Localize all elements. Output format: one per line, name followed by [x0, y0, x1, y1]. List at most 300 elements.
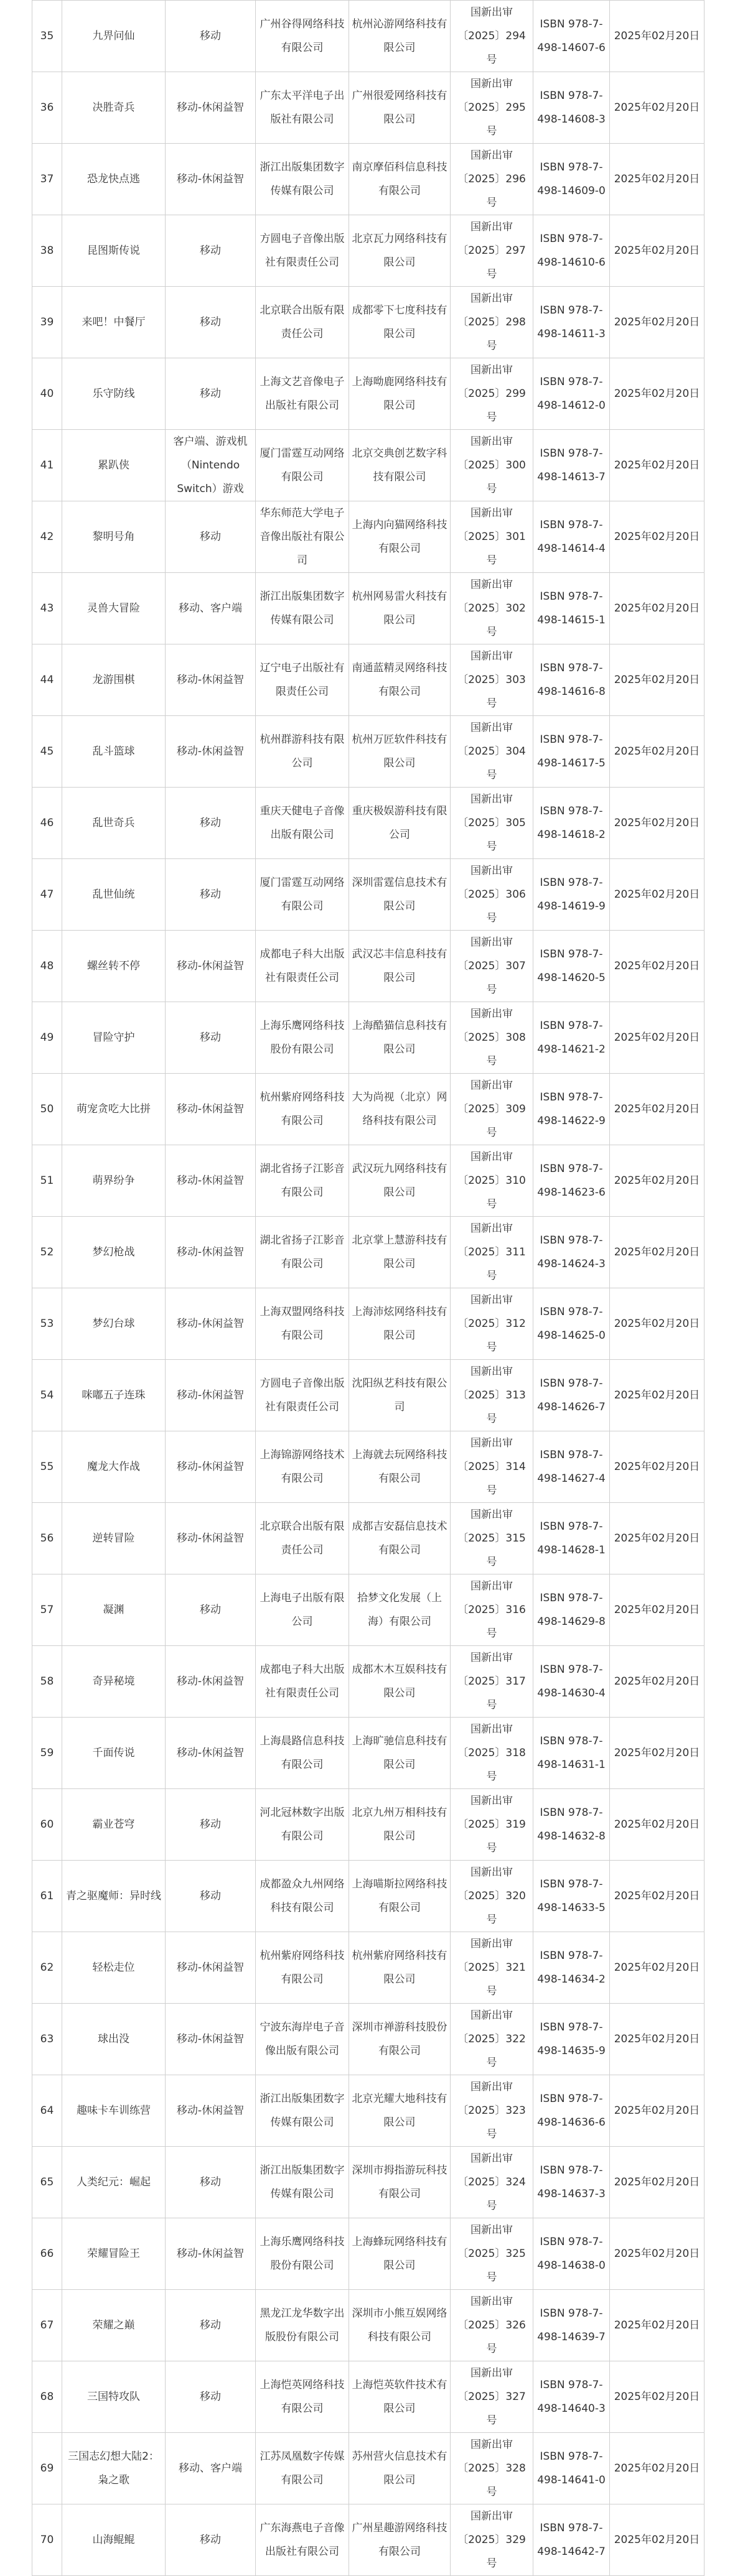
operator-cell — [349, 2218, 451, 2290]
number-cell: 50 — [32, 1074, 62, 1145]
publisher-line: 有限公司 — [281, 1186, 324, 1199]
operator-line: 司 — [394, 1401, 405, 1413]
game-name-cell: 乱斗篮球 — [62, 716, 166, 788]
isbn-line: ISBN 978-7- — [540, 1520, 603, 1533]
date-cell: 2025年02月20日 — [610, 2004, 705, 2075]
publisher-line: 有限公司 — [281, 1973, 324, 1986]
isbn-line: 498-14625-0 — [537, 1329, 606, 1342]
publisher-line: 广东太平洋电子出 — [260, 90, 345, 102]
approval-number-line: 国新出审 — [470, 1652, 513, 1664]
category-cell — [166, 144, 256, 215]
game-name-cell: 梦幻台球 — [62, 1288, 166, 1360]
approval-number-cell — [451, 2361, 533, 2433]
approval-number-line: 国新出审 — [470, 2510, 513, 2523]
game-name-cell: 九畀问仙 — [62, 1, 166, 72]
isbn-cell — [533, 287, 610, 358]
isbn-cell — [533, 2004, 610, 2075]
publisher-cell — [256, 287, 349, 358]
operator-line: 北京交典创艺数字科 — [352, 447, 447, 460]
category-cell — [166, 2075, 256, 2147]
isbn-cell — [533, 2075, 610, 2147]
isbn-line: ISBN 978-7- — [540, 590, 603, 603]
game-name-cell: 魔龙大作战 — [62, 1431, 166, 1503]
publisher-line: 浙江出版集团数字 — [260, 161, 345, 174]
operator-line: 成都吉安磊信息技术 — [352, 1520, 447, 1533]
category-cell — [166, 859, 256, 931]
isbn-line: ISBN 978-7- — [540, 1091, 603, 1104]
publisher-line: 责任公司 — [281, 328, 324, 340]
publisher-cell — [256, 1861, 349, 1932]
publisher-line: 有限公司 — [281, 900, 324, 913]
category-line: 移动-休闲益智 — [176, 1675, 245, 1688]
operator-line: 上海酷猫信息科技有 — [352, 1020, 447, 1032]
approval-number-line: 国新出审 — [470, 364, 513, 376]
game-name-cell: 人类纪元：崛起 — [62, 2147, 166, 2218]
operator-line: 限公司 — [383, 2402, 416, 2415]
number-cell: 69 — [32, 2433, 62, 2504]
isbn-line: 498-14618-2 — [537, 829, 606, 841]
category-line: 移动 — [200, 388, 221, 400]
number-cell: 70 — [32, 2504, 62, 2576]
isbn-line: 498-14616-8 — [537, 686, 606, 698]
isbn-cell — [533, 1145, 610, 1217]
table-row — [32, 788, 705, 859]
isbn-line: ISBN 978-7- — [540, 519, 603, 531]
approval-number-line: 〔2025〕311号 — [457, 1246, 526, 1282]
operator-line: 北京掌上慧游科技有 — [352, 1234, 447, 1247]
isbn-line: 498-14615-1 — [537, 614, 606, 626]
operator-cell — [349, 931, 451, 1002]
approval-number-cell — [451, 1002, 533, 1074]
approval-number-line: 国新出审 — [470, 1222, 513, 1235]
game-name-cell: 龙游围棋 — [62, 644, 166, 716]
isbn-line: ISBN 978-7- — [540, 1163, 603, 1175]
publisher-line: 公司 — [291, 757, 313, 770]
approval-number-cell — [451, 1145, 533, 1217]
game-name-cell: 梦幻枪战 — [62, 1217, 166, 1288]
operator-cell — [349, 287, 451, 358]
operator-line: 限公司 — [383, 2116, 416, 2129]
number-cell: 52 — [32, 1217, 62, 1288]
approval-number-cell — [451, 931, 533, 1002]
publisher-line: 有限公司 — [281, 1115, 324, 1127]
operator-cell — [349, 1932, 451, 2004]
category-cell — [166, 1574, 256, 1646]
isbn-cell — [533, 1789, 610, 1861]
game-name-cell: 轻松走位 — [62, 1932, 166, 2004]
number-cell: 59 — [32, 1718, 62, 1789]
isbn-cell — [533, 2433, 610, 2504]
approval-number-cell — [451, 501, 533, 573]
publisher-line: 像出版有限公司 — [265, 2045, 339, 2057]
operator-cell — [349, 144, 451, 215]
number-cell: 63 — [32, 2004, 62, 2075]
date-cell: 2025年02月20日 — [610, 1646, 705, 1718]
category-line: 移动 — [200, 2176, 221, 2188]
game-name-cell: 螺丝转不停 — [62, 931, 166, 1002]
approval-number-line: 国新出审 — [470, 78, 513, 90]
operator-cell — [349, 72, 451, 144]
isbn-cell — [533, 501, 610, 573]
isbn-line: 498-14617-5 — [537, 757, 606, 770]
isbn-line: 498-14610-6 — [537, 256, 606, 269]
category-line: 移动-休闲益智 — [176, 674, 245, 686]
operator-cell — [349, 501, 451, 573]
number-cell: 51 — [32, 1145, 62, 1217]
category-line: 移动 — [200, 1818, 221, 1831]
isbn-line: 498-14630-4 — [537, 1687, 606, 1700]
number-cell: 49 — [32, 1002, 62, 1074]
approval-number-cell — [451, 1217, 533, 1288]
category-cell — [166, 1932, 256, 2004]
approval-number-line: 〔2025〕301号 — [457, 531, 526, 567]
isbn-line: ISBN 978-7- — [540, 1663, 603, 1676]
operator-cell — [349, 1288, 451, 1360]
approval-number-line: 〔2025〕324号 — [457, 2176, 526, 2212]
game-name-cell: 逆转冒险 — [62, 1503, 166, 1574]
game-name-cell: 累趴侠 — [62, 430, 166, 501]
approval-number-line: 国新出审 — [470, 722, 513, 734]
category-cell — [166, 931, 256, 1002]
approval-number-line: 〔2025〕294号 — [457, 30, 526, 66]
operator-line: 深圳市小熊互娱网络 — [352, 2307, 447, 2320]
isbn-line: 498-14612-0 — [537, 399, 606, 412]
approval-number-line: 〔2025〕328号 — [457, 2462, 526, 2498]
approval-number-line: 〔2025〕329号 — [457, 2534, 526, 2570]
publisher-line: 有限公司 — [281, 1830, 324, 1843]
approval-number-line: 〔2025〕312号 — [457, 1318, 526, 1354]
approval-number-line: 国新出审 — [470, 579, 513, 591]
approval-number-cell — [451, 430, 533, 501]
date-cell: 2025年02月20日 — [610, 358, 705, 430]
category-line: 移动-休闲益智 — [176, 2248, 245, 2260]
publisher-line: 湖北省扬子江影音 — [260, 1163, 345, 1175]
category-cell — [166, 1503, 256, 1574]
approval-number-line: 国新出审 — [470, 2439, 513, 2451]
isbn-line: ISBN 978-7- — [540, 1735, 603, 1747]
isbn-cell — [533, 1431, 610, 1503]
isbn-line: 498-14631-1 — [537, 1759, 606, 1771]
operator-cell — [349, 1861, 451, 1932]
date-cell: 2025年02月20日 — [610, 144, 705, 215]
category-cell — [166, 1861, 256, 1932]
isbn-cell — [533, 1288, 610, 1360]
game-name-cell: 乱世奇兵 — [62, 788, 166, 859]
operator-line: 北京瓦力网络科技有 — [352, 233, 447, 245]
game-name-cell: 山海鲲鲲 — [62, 2504, 166, 2576]
approval-number-line: 〔2025〕326号 — [457, 2319, 526, 2355]
operator-line: 限公司 — [383, 42, 416, 54]
category-cell — [166, 1, 256, 72]
category-line: 移动-休闲益智 — [176, 745, 245, 758]
category-line: 移动、客户端 — [179, 2462, 242, 2475]
approval-number-cell — [451, 716, 533, 788]
date-cell: 2025年02月20日 — [610, 1789, 705, 1861]
approval-number-cell — [451, 1431, 533, 1503]
operator-line: 上海旷驰信息科技有 — [352, 1735, 447, 1747]
operator-line: 成都零下七度科技有 — [352, 304, 447, 317]
publisher-line: 版社有限公司 — [270, 113, 334, 126]
operator-cell — [349, 1574, 451, 1646]
table-row — [32, 1431, 705, 1503]
publisher-line: 传媒有限公司 — [270, 185, 334, 197]
table-body — [32, 1, 705, 2576]
approval-number-line: 〔2025〕320号 — [457, 1890, 526, 1926]
isbn-line: ISBN 978-7- — [540, 1020, 603, 1032]
publisher-cell — [256, 1288, 349, 1360]
approval-number-line: 〔2025〕322号 — [457, 2033, 526, 2069]
operator-line: 限公司 — [383, 2259, 416, 2272]
isbn-cell — [533, 1932, 610, 2004]
publisher-cell — [256, 1145, 349, 1217]
approval-number-cell — [451, 573, 533, 644]
table-row — [32, 1074, 705, 1145]
category-cell — [166, 1360, 256, 1431]
approval-number-line: 国新出审 — [470, 1437, 513, 1449]
operator-cell — [349, 1002, 451, 1074]
date-cell: 2025年02月20日 — [610, 1288, 705, 1360]
table-row — [32, 2218, 705, 2290]
operator-line: 海）有限公司 — [368, 1616, 431, 1628]
table-row — [32, 1145, 705, 1217]
approval-number-line: 国新出审 — [470, 6, 513, 19]
table-row — [32, 1789, 705, 1861]
approval-number-cell — [451, 2504, 533, 2576]
category-line: 移动-休闲益智 — [176, 1961, 245, 1974]
isbn-line: ISBN 978-7- — [540, 2164, 603, 2177]
date-cell: 2025年02月20日 — [610, 430, 705, 501]
category-cell — [166, 72, 256, 144]
game-approval-table — [32, 0, 705, 2576]
number-cell: 57 — [32, 1574, 62, 1646]
operator-cell — [349, 1718, 451, 1789]
category-line: 移动-休闲益智 — [176, 1174, 245, 1187]
publisher-line: 广州谷得网络科技 — [260, 18, 345, 30]
publisher-line: 有限公司 — [281, 2402, 324, 2415]
operator-line: 络科技有限公司 — [362, 1115, 437, 1127]
isbn-line: ISBN 978-7- — [540, 2522, 603, 2534]
game-name-cell: 乐守防线 — [62, 358, 166, 430]
publisher-line: 浙江出版集团数字 — [260, 2093, 345, 2105]
category-line: 移动 — [200, 817, 221, 829]
isbn-cell — [533, 72, 610, 144]
operator-line: 有限公司 — [378, 1472, 421, 1485]
publisher-line: 传媒有限公司 — [270, 2116, 334, 2129]
table-row — [32, 1932, 705, 2004]
isbn-line: ISBN 978-7- — [540, 2093, 603, 2105]
approval-number-cell — [451, 1, 533, 72]
approval-number-line: 〔2025〕309号 — [457, 1103, 526, 1139]
publisher-line: 社有限责任公司 — [265, 1401, 339, 1413]
operator-cell — [349, 859, 451, 931]
publisher-cell — [256, 1217, 349, 1288]
approval-number-line: 国新出审 — [470, 1509, 513, 1521]
publisher-cell — [256, 2147, 349, 2218]
operator-line: 限公司 — [383, 614, 416, 626]
publisher-cell — [256, 1002, 349, 1074]
number-cell: 66 — [32, 2218, 62, 2290]
approval-number-line: 〔2025〕316号 — [457, 1604, 526, 1640]
isbn-cell — [533, 2361, 610, 2433]
table-row — [32, 2004, 705, 2075]
publisher-cell — [256, 859, 349, 931]
publisher-line: 浙江出版集团数字 — [260, 590, 345, 603]
approval-number-cell — [451, 144, 533, 215]
approval-number-cell — [451, 358, 533, 430]
publisher-line: 股份有限公司 — [270, 1043, 334, 1056]
operator-line: 有限公司 — [378, 185, 421, 197]
table-row — [32, 1574, 705, 1646]
isbn-line: ISBN 978-7- — [540, 18, 603, 30]
number-cell: 58 — [32, 1646, 62, 1718]
date-cell: 2025年02月20日 — [610, 1360, 705, 1431]
isbn-cell — [533, 859, 610, 931]
category-line: 移动 — [200, 2391, 221, 2403]
isbn-line: 498-14641-0 — [537, 2474, 606, 2486]
isbn-cell — [533, 573, 610, 644]
publisher-line: 成都电子科大出版 — [260, 948, 345, 960]
isbn-cell — [533, 358, 610, 430]
operator-line: 限公司 — [383, 1329, 416, 1342]
isbn-cell — [533, 1074, 610, 1145]
approval-number-line: 国新出审 — [470, 2009, 513, 2022]
publisher-line: 辽宁电子出版社有 — [260, 662, 345, 674]
approval-number-line: 国新出审 — [470, 149, 513, 162]
operator-line: 技有限公司 — [373, 471, 426, 483]
date-cell: 2025年02月20日 — [610, 1145, 705, 1217]
operator-cell — [349, 716, 451, 788]
isbn-cell — [533, 1718, 610, 1789]
operator-line: 上海恺英软件技术有 — [352, 2379, 447, 2391]
category-line: 移动-休闲益智 — [176, 1532, 245, 1545]
approval-number-line: 国新出审 — [470, 793, 513, 806]
operator-cell — [349, 2075, 451, 2147]
date-cell: 2025年02月20日 — [610, 287, 705, 358]
game-name-cell: 荣耀冒险王 — [62, 2218, 166, 2290]
publisher-cell — [256, 2004, 349, 2075]
approval-number-cell — [451, 2218, 533, 2290]
approval-number-cell — [451, 859, 533, 931]
operator-cell — [349, 1431, 451, 1503]
category-line: 移动-休闲益智 — [176, 101, 245, 114]
number-cell: 64 — [32, 2075, 62, 2147]
isbn-line: ISBN 978-7- — [540, 90, 603, 102]
table-row — [32, 2147, 705, 2218]
isbn-line: 498-14628-1 — [537, 1544, 606, 1556]
approval-number-cell — [451, 1503, 533, 1574]
category-line: 移动 — [200, 244, 221, 257]
publisher-cell — [256, 1646, 349, 1718]
number-cell: 62 — [32, 1932, 62, 2004]
operator-line: 上海内向猫网络科技 — [352, 519, 447, 531]
operator-line: 限公司 — [383, 328, 416, 340]
number-cell: 44 — [32, 644, 62, 716]
date-cell: 2025年02月20日 — [610, 501, 705, 573]
number-cell: 37 — [32, 144, 62, 215]
category-cell — [166, 1646, 256, 1718]
isbn-cell — [533, 144, 610, 215]
publisher-line: 有限公司 — [281, 471, 324, 483]
category-line: 移动 — [200, 531, 221, 543]
operator-line: 上海呦鹿网络科技有 — [352, 376, 447, 388]
approval-number-line: 国新出审 — [470, 1938, 513, 1950]
approval-number-cell — [451, 2290, 533, 2361]
number-cell: 67 — [32, 2290, 62, 2361]
date-cell: 2025年02月20日 — [610, 1002, 705, 1074]
number-cell: 60 — [32, 1789, 62, 1861]
game-name-cell: 奇异秘境 — [62, 1646, 166, 1718]
number-cell: 46 — [32, 788, 62, 859]
approval-number-line: 〔2025〕300号 — [457, 459, 526, 495]
operator-line: 大为尚视（北京）网 — [352, 1091, 447, 1104]
category-line: 移动 — [200, 30, 221, 42]
isbn-line: 498-14609-0 — [537, 185, 606, 197]
isbn-line: 498-14621-2 — [537, 1043, 606, 1056]
approval-number-line: 〔2025〕315号 — [457, 1532, 526, 1568]
category-cell — [166, 501, 256, 573]
category-line: 移动-休闲益智 — [176, 1246, 245, 1258]
operator-cell — [349, 215, 451, 287]
publisher-cell — [256, 788, 349, 859]
isbn-cell — [533, 2218, 610, 2290]
isbn-line: 498-14634-2 — [537, 1973, 606, 1986]
approval-number-line: 〔2025〕319号 — [457, 1818, 526, 1854]
isbn-line: 498-14624-3 — [537, 1258, 606, 1270]
approval-number-cell — [451, 1288, 533, 1360]
category-cell — [166, 2004, 256, 2075]
publisher-line: 社有限责任公司 — [265, 256, 339, 269]
publisher-line: 杭州紫府网络科技 — [260, 1091, 345, 1104]
approval-number-line: 〔2025〕310号 — [457, 1174, 526, 1211]
category-line: 移动 — [200, 1890, 221, 1902]
operator-line: 限公司 — [383, 1186, 416, 1199]
approval-number-cell — [451, 1932, 533, 2004]
isbn-line: 498-14611-3 — [537, 328, 606, 340]
date-cell: 2025年02月20日 — [610, 1574, 705, 1646]
isbn-line: ISBN 978-7- — [540, 876, 603, 889]
publisher-cell — [256, 1, 349, 72]
category-line: 移动 — [200, 2319, 221, 2332]
operator-line: 限公司 — [383, 972, 416, 984]
approval-number-line: 〔2025〕306号 — [457, 888, 526, 924]
date-cell: 2025年02月20日 — [610, 644, 705, 716]
number-cell: 40 — [32, 358, 62, 430]
operator-cell — [349, 2290, 451, 2361]
approval-number-cell — [451, 1074, 533, 1145]
game-name-cell: 冒险守护 — [62, 1002, 166, 1074]
category-line: （Nintendo — [180, 459, 240, 472]
category-line: 移动-休闲益智 — [176, 1389, 245, 1402]
publisher-line: 上海双盟网络科技 — [260, 1306, 345, 1318]
number-cell: 56 — [32, 1503, 62, 1574]
game-name-cell: 恐龙快点逃 — [62, 144, 166, 215]
publisher-line: 上海乐鹰网络科技 — [260, 1020, 345, 1032]
approval-number-line: 〔2025〕323号 — [457, 2104, 526, 2141]
approval-number-line: 〔2025〕327号 — [457, 2391, 526, 2427]
publisher-line: 上海电子出版有限 — [260, 1592, 345, 1604]
table-row — [32, 1861, 705, 1932]
approval-number-line: 国新出审 — [470, 936, 513, 949]
publisher-line: 北京联合出版有限 — [260, 304, 345, 317]
operator-line: 限公司 — [383, 1973, 416, 1986]
number-cell: 45 — [32, 716, 62, 788]
date-cell: 2025年02月20日 — [610, 1431, 705, 1503]
isbn-line: ISBN 978-7- — [540, 1449, 603, 1461]
approval-number-cell — [451, 788, 533, 859]
publisher-line: 湖北省扬子江影音 — [260, 1234, 345, 1247]
operator-line: 深圳市拇指游玩科技 — [352, 2164, 447, 2177]
isbn-line: ISBN 978-7- — [540, 1950, 603, 1962]
